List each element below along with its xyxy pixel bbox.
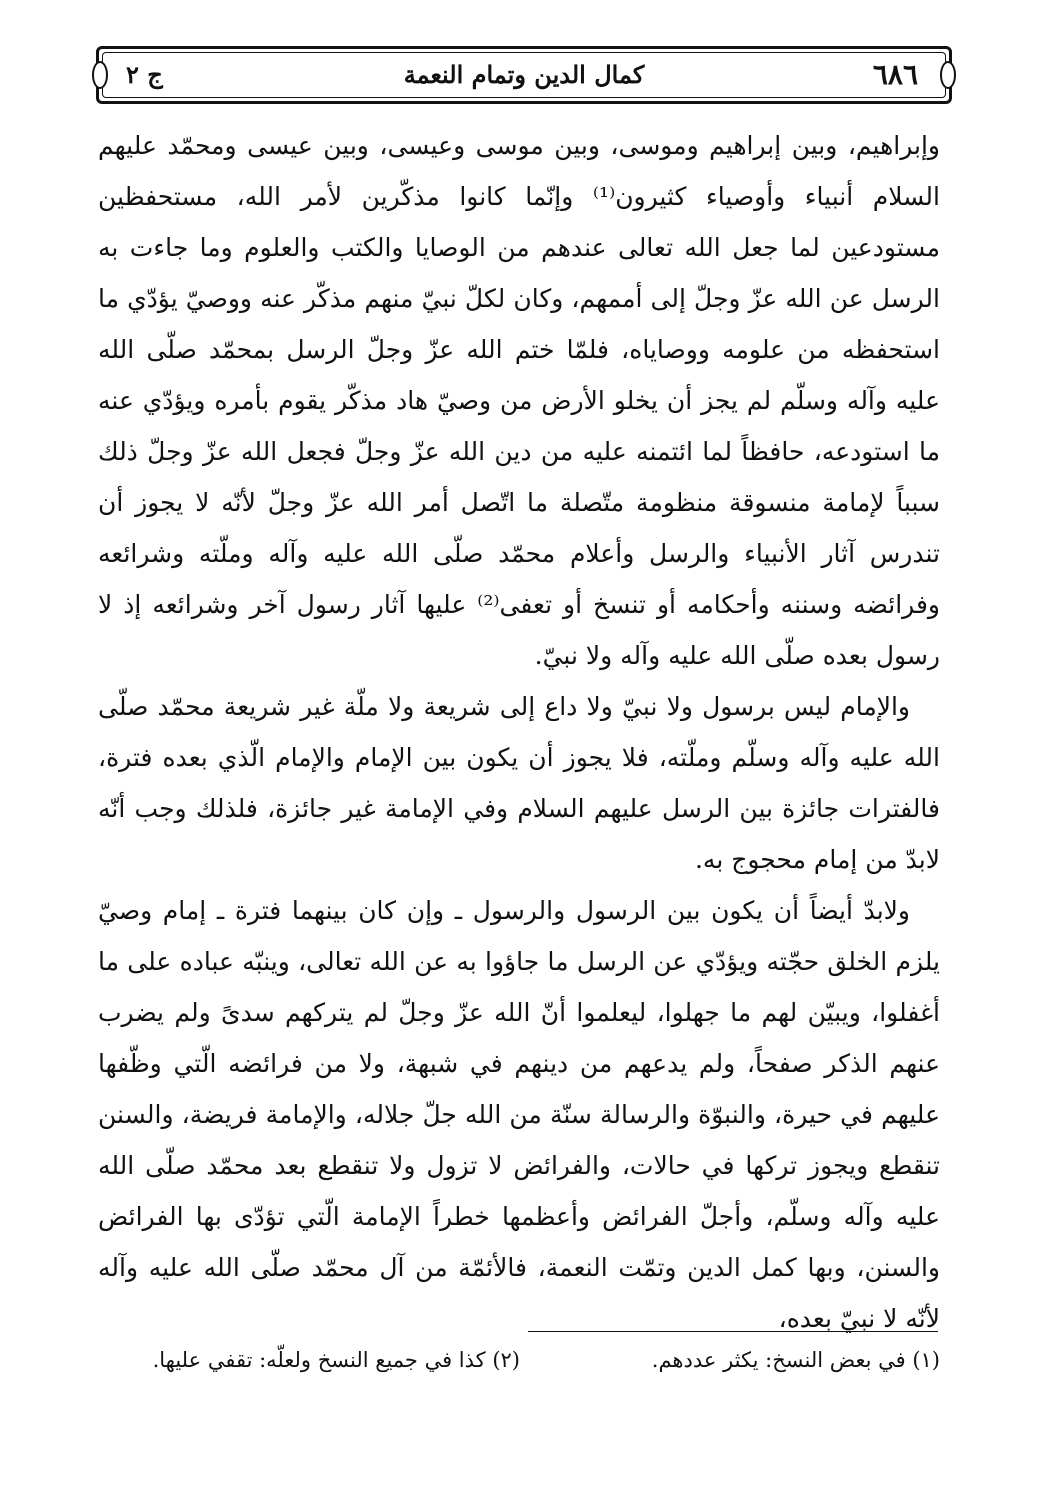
main-text [98,120,940,1344]
paragraph: وإبراهيم، وبين إبراهيم وموسى، وبين موسى وعيسى، وبين عيسى ومحمّد عليهم السلام أنبياء وأوصياء كثيرون⁽¹⁾ وإنّما كانوا مذكّرين لأمر الله، مستحفظين مستودعين لما جعل الله تعالى عندهم من الوصايا والكتب والعلوم وما جاءت به الرسل عن الله عزّ وجلّ إلى أممهم، وكان لكلّ نبيّ منهم مذكّر عنه ووصيّ يؤدّي ما استحفظه من علومه ووصاياه، فلمّا ختم الله عزّ وجلّ الرسل بمحمّد صلّى الله عليه وآله وسلّم لم يجز أن يخلو الأرض من وصيّ هاد مذكّر يقوم بأمره ويؤدّي عنه ما استودعه، حافظاً لما ائتمنه عليه من دين الله عزّ وجلّ فجعل الله عزّ وجلّ ذلك سبباً لإمامة منسوقة منظومة متّصلة ما اتّصل أمر الله عزّ وجلّ لأنّه لا يجوز أن تندرس آثار الأنبياء والرسل وأعلام محمّد صلّى الله عليه وآله وملّته وشرائعه وفرائضه وسننه وأحكامه أو تنسخ أو تعفى⁽²⁾ عليها آثار رسول آخر وشرائعه إذ لا رسول بعده صلّى الله عليه وآله ولا نبيّ. [98,131,940,670]
volume-label: ج ٢ [126,60,163,89]
footnote-separator [528,1331,938,1332]
page-number: ٦٨٦ [872,58,918,91]
footnote-2: (٢) كذا في جميع النسخ ولعلّه: تقفي عليها. [152,1348,520,1372]
footnotes [150,1348,940,1388]
running-title: كمال الدين وتمام النعمة [403,60,645,89]
footnote-1: (١) في بعض النسخ: يكثر عددهم. [651,1348,940,1372]
page-header [96,46,952,104]
paragraph: والإمام ليس برسول ولا نبيّ ولا داع إلى شريعة ولا ملّة غير شريعة محمّد صلّى الله عليه وآله وسلّم وملّته، فلا يجوز أن يكون بين الإمام والإمام الّذي بعده فترة، فالفترات جائزة بين الرسل عليهم السلام وفي الإمامة غير جائزة، فلذلك وجب أنّه لابدّ من إمام محجوج به. [98,692,940,874]
paragraph: ولابدّ أيضاً أن يكون بين الرسول والرسول ـ وإن كان بينهما فترة ـ إمام وصيّ يلزم الخلق حجّته ويؤدّي عن الرسل ما جاؤوا به عن الله تعالى، وينبّه عباده على ما أغفلوا، ويبيّن لهم ما جهلوا، ليعلموا أنّ الله عزّ وجلّ لم يتركهم سدىً ولم يضرب عنهم الذكر صفحاً، ولم يدعهم من دينهم في شبهة، ولا من فرائضه الّتي وظّفها عليهم في حيرة، والنبوّة والرسالة سنّة من الله جلّ جلاله، والإمامة فريضة، والسنن تنقطع ويجوز تركها في حالات، والفرائض لا تزول ولا تنقطع بعد محمّد صلّى الله عليه وآله وسلّم، وأجلّ الفرائض وأعظمها خطراً الإمامة الّتي تؤدّى بها الفرائض والسنن، وبها كمل الدين وتمّت النعمة، فالأئمّة من آل محمّد صلّى الله عليه وآله لأنّه لا نبيّ بعده، [98,896,940,1333]
